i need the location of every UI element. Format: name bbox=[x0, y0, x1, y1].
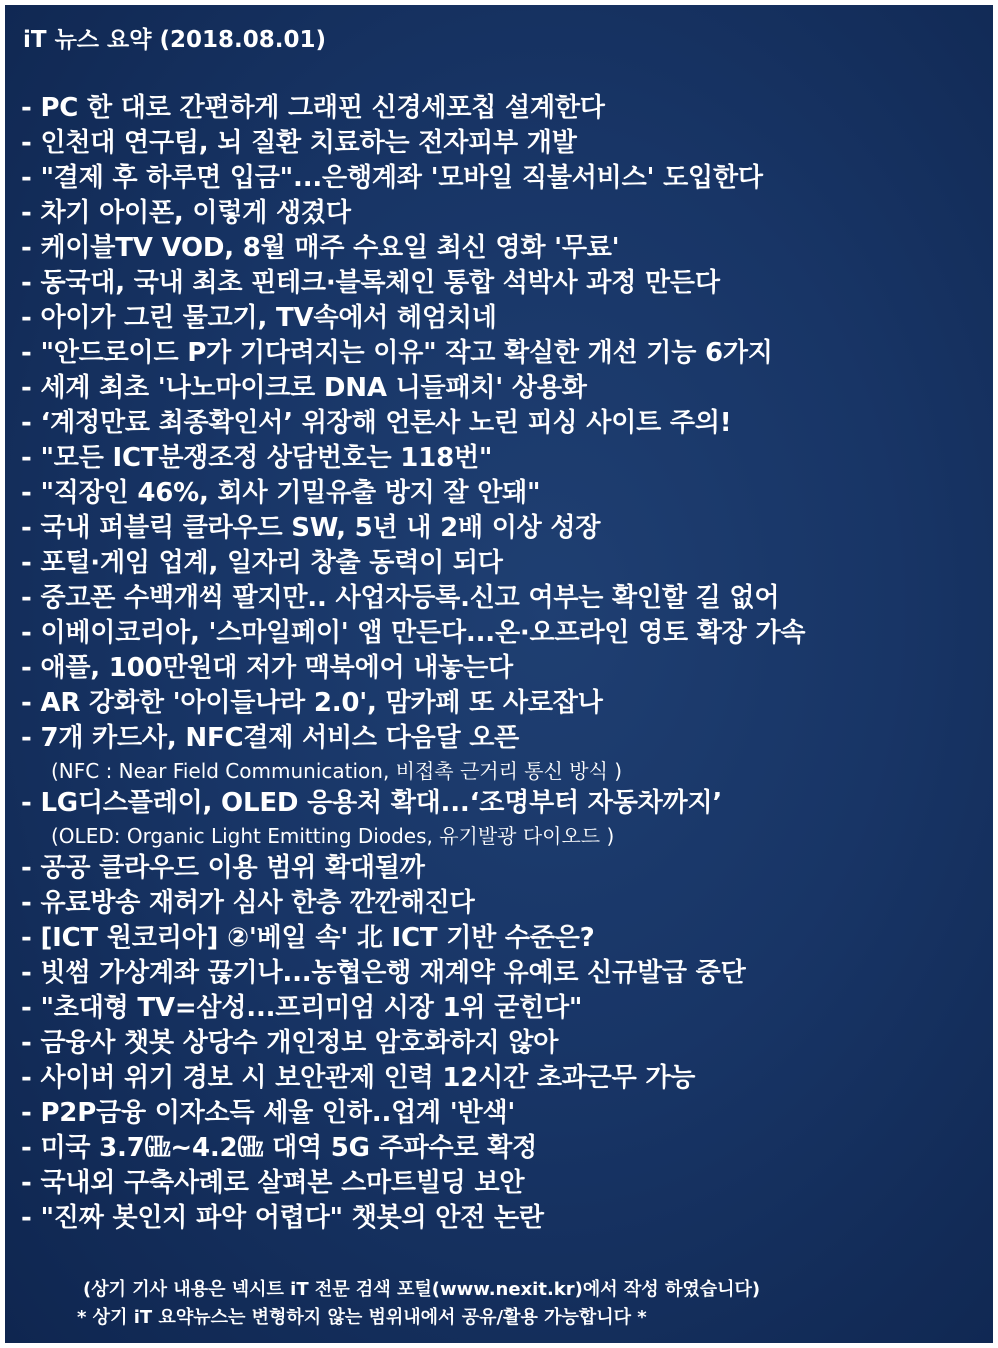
news-item: - 아이가 그린 물고기, TV속에서 헤엄치네 bbox=[21, 303, 497, 333]
news-item: - 인천대 연구팀, 뇌 질환 치료하는 전자피부 개발 bbox=[21, 128, 577, 158]
news-item-note: (OLED: Organic Light Emitting Diodes, 유기발광 다이오드 ) bbox=[51, 824, 615, 848]
news-item: - [ICT 원코리아] ②'베일 속' 北 ICT 기반 수준은? bbox=[21, 923, 595, 953]
footer-source-note: (상기 기사 내용은 넥시트 iT 전문 검색 포털(www.nexit.kr)에서 작성 하였습니다) bbox=[83, 1279, 761, 1300]
news-item: - P2P금융 이자소득 세율 인하..업계 '반색' bbox=[21, 1098, 516, 1128]
news-item: - "결제 후 하루면 입금"...은행계좌 '모바일 직불서비스' 도입한다 bbox=[21, 163, 763, 193]
news-item: - "진짜 봇인지 파악 어렵다" 챗봇의 안전 논란 bbox=[21, 1203, 544, 1233]
news-item: - LG디스플레이, OLED 응용처 확대...‘조명부터 자동차까지’ bbox=[21, 788, 723, 818]
news-item: - 애플, 100만원대 저가 맥북에어 내놓는다 bbox=[21, 653, 513, 683]
news-item: - 유료방송 재허가 심사 한층 깐깐해진다 bbox=[21, 888, 475, 918]
page-title: iT 뉴스 요약 (2018.08.01) bbox=[23, 27, 326, 53]
news-item: - PC 한 대로 간편하게 그래핀 신경세포칩 설계한다 bbox=[21, 93, 605, 123]
news-item: - "직장인 46%, 회사 기밀유출 방지 잘 안돼" bbox=[21, 478, 541, 508]
news-item: - 포털·게임 업계, 일자리 창출 동력이 되다 bbox=[21, 548, 503, 578]
news-item: - 동국대, 국내 최초 핀테크·블록체인 통합 석박사 과정 만든다 bbox=[21, 268, 720, 298]
news-item: - 사이버 위기 경보 시 보안관제 인력 12시간 초과근무 가능 bbox=[21, 1063, 696, 1093]
news-item: - 빗썸 가상계좌 끊기나...농협은행 재계약 유예로 신규발급 중단 bbox=[21, 958, 746, 988]
news-item: - 중고폰 수백개씩 팔지만.. 사업자등록.신고 여부는 확인할 길 없어 bbox=[21, 583, 780, 613]
news-item: - "초대형 TV=삼성...프리미엄 시장 1위 굳힌다" bbox=[21, 993, 583, 1023]
news-item: - AR 강화한 '아이들나라 2.0', 맘카페 또 사로잡나 bbox=[21, 688, 603, 718]
news-item: - 차기 아이폰, 이렇게 생겼다 bbox=[21, 198, 351, 228]
news-item: - 금융사 챗봇 상당수 개인정보 암호화하지 않아 bbox=[21, 1028, 559, 1058]
news-item: - 국내외 구축사례로 살펴본 스마트빌딩 보안 bbox=[21, 1168, 525, 1198]
news-item: - "안드로이드 P가 기다려지는 이유" 작고 확실한 개선 기능 6가지 bbox=[21, 338, 773, 368]
news-item: - ‘계정만료 최종확인서’ 위장해 언론사 노린 피싱 사이트 주의! bbox=[21, 408, 732, 438]
news-item-note: (NFC : Near Field Communication, 비접촉 근거리 통신 방식 ) bbox=[51, 759, 623, 783]
news-item: - 공공 클라우드 이용 범위 확대될까 bbox=[21, 853, 425, 883]
news-item: - 7개 카드사, NFC결제 서비스 다음달 오픈 bbox=[21, 723, 520, 753]
news-list bbox=[21, 91, 805, 1236]
news-item: - "모든 ICT분쟁조정 상담번호는 118번" bbox=[21, 443, 493, 473]
news-summary-panel bbox=[5, 5, 993, 1343]
footer-usage-note: * 상기 iT 요약뉴스는 변형하지 않는 범위내에서 공유/활용 가능합니다 * bbox=[77, 1307, 647, 1328]
news-item: - 미국 3.7㎓~4.2㎓ 대역 5G 주파수로 확정 bbox=[21, 1133, 537, 1163]
news-item: - 이베이코리아, '스마일페이' 앱 만든다...온·오프라인 영토 확장 가속 bbox=[21, 618, 806, 648]
news-item: - 케이블TV VOD, 8월 매주 수요일 최신 영화 '무료' bbox=[21, 233, 620, 263]
footer bbox=[5, 1276, 993, 1332]
news-item: - 국내 퍼블릭 클라우드 SW, 5년 내 2배 이상 성장 bbox=[21, 513, 601, 543]
news-item: - 세계 최초 '나노마이크로 DNA 니들패치' 상용화 bbox=[21, 373, 587, 403]
